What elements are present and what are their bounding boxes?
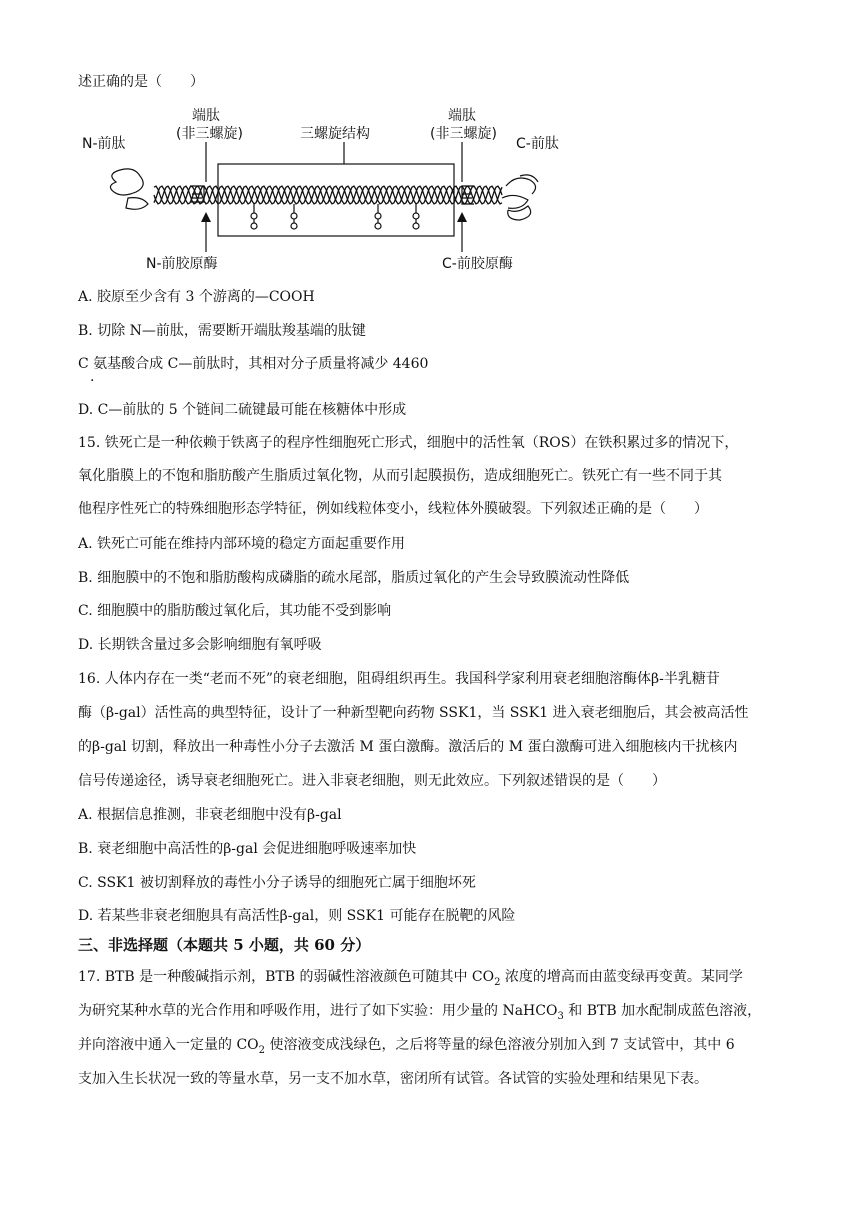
q16-option-a: A. 根据信息推测，非衰老细胞中没有β-gal [78,807,342,823]
n-peptide-globule [110,169,143,195]
q15-stem-line-3: 他程序性死亡的特殊细胞形态学特征，例如线粒体变小，线粒体外膜破裂。下列叙述正确的是（ ） [78,501,708,517]
section-3-title: 三、非选择题（本题共 5 小题，共 60 分） [78,936,371,954]
q16-stem-line-2: 酶（β-gal）活性高的典型特征，设计了一种新型靶向药物 SSK1，当 SSK1 进入衰老细胞后，其会被高活性 [78,705,749,721]
n-terminal-sublabel: (非三螺旋) [176,126,243,142]
q16-option-d: D. 若某些非衰老细胞具有高活性β-gal，则 SSK1 可能存在脱靶的风险 [78,908,516,924]
q15-option-b: B. 细胞膜中的不饱和脂肪酸构成磷脂的疏水尾部，脂质过氧化的产生会导致膜流动性降低 [78,570,630,586]
q15-option-d: D. 长期铁含量过多会影响细胞有氧呼吸 [78,637,322,653]
c-enzyme-arrow [457,212,467,222]
q14-option-b: B. 切除 N—前肽，需要断开端肽羧基端的肽键 [78,323,366,339]
stray-dot: · [90,373,95,389]
q14-option-d: D. C—前肽的 5 个链间二硫键最可能在核糖体中形成 [78,402,407,418]
q15-stem-line-2: 氧化脂膜上的不饱和脂肪酸产生脂质过氧化物，从而引起膜损伤，造成细胞死亡。铁死亡有一些不同于其 [78,468,722,484]
c-peptide-label: C-前肽 [516,136,559,152]
q15-option-c: C. 细胞膜中的脂肪酸过氧化后，其功能不受到影响 [78,603,392,619]
q17-line-2: 为研究某种水草的光合作用和呼吸作用，进行了如下实验：用少量的 NaHCO$_3$ 和 BTB 加水配制成蓝色溶液， [78,1003,762,1022]
disulfide-pin [375,204,381,229]
disulfide-pin [251,204,257,229]
c-terminal-label: 端肽 [448,108,476,124]
q17-line-4: 支加入生长状况一致的等量水草，另一支不加水草，密闭所有试管。各试管的实验处理和结果见下表。 [78,1071,708,1087]
n-terminal-label: 端肽 [192,108,220,124]
collagen-structure-diagram [70,106,570,276]
q14-option-c: C 氨基酸合成 C—前肽时，其相对分子质量将减少 4460 [78,356,429,372]
disulfide-pin [413,204,419,229]
q16-stem-line-4: 信号传递途径，诱导衰老细胞死亡。进入非衰老细胞，则无此效应。下列叙述错误的是（ ） [78,773,666,789]
q14-option-a: A. 胶原至少含有 3 个游离的—COOH [78,289,315,305]
disulfide-pin [291,204,297,229]
q17-line-1: 17. BTB 是一种酸碱指示剂，BTB 的弱碱性溶液颜色可随其中 $CO_2$ 浓度的增高而由蓝变绿再变黄。某同学 [78,969,743,988]
c-enzyme-label: C-前胶原酶 [442,256,513,272]
n-enzyme-label: N-前胶原酶 [146,256,218,272]
n-peptide-label: N-前肽 [82,136,126,152]
c-peptide-globule [502,175,538,220]
q16-option-c: C. SSK1 被切割释放的毒性小分子诱导的细胞死亡属于细胞坏死 [78,875,476,891]
q15-stem-line-1: 15. 铁死亡是一种依赖于铁离子的程序性细胞死亡形式，细胞中的活性氧（ROS）在铁积累过多的情况下， [78,435,739,451]
n-enzyme-arrow [201,212,211,222]
c-terminal-sublabel: (非三螺旋) [430,126,497,142]
q16-stem-line-1: 16. 人体内存在一类“老而不死”的衰老细胞，阻碍组织再生。我国科学家利用衰老细胞溶酶体β-半乳糖苷 [78,671,720,687]
triple-helix-label: 三螺旋结构 [300,126,370,142]
disulfide-pins [251,204,419,229]
q16-option-b: B. 衰老细胞中高活性的β-gal 会促进细胞呼吸速率加快 [78,841,417,857]
q14-stem-tail: 述正确的是（ ） [78,74,204,90]
q16-stem-line-3: 的β-gal 切割，释放出一种毒性小分子去激活 M 蛋白激酶。激活后的 M 蛋白激酶可进入细胞核内干扰核内 [78,739,738,755]
q15-option-a: A. 铁死亡可能在维持内部环境的稳定方面起重要作用 [78,536,406,552]
triple-helix-strands [154,186,502,204]
q17-line-3: 并向溶液中通入一定量的 $CO_2$ 使溶液变成浅绿色，之后将等量的绿色溶液分别加入到 7 支试管中，其中 6 [78,1037,735,1056]
